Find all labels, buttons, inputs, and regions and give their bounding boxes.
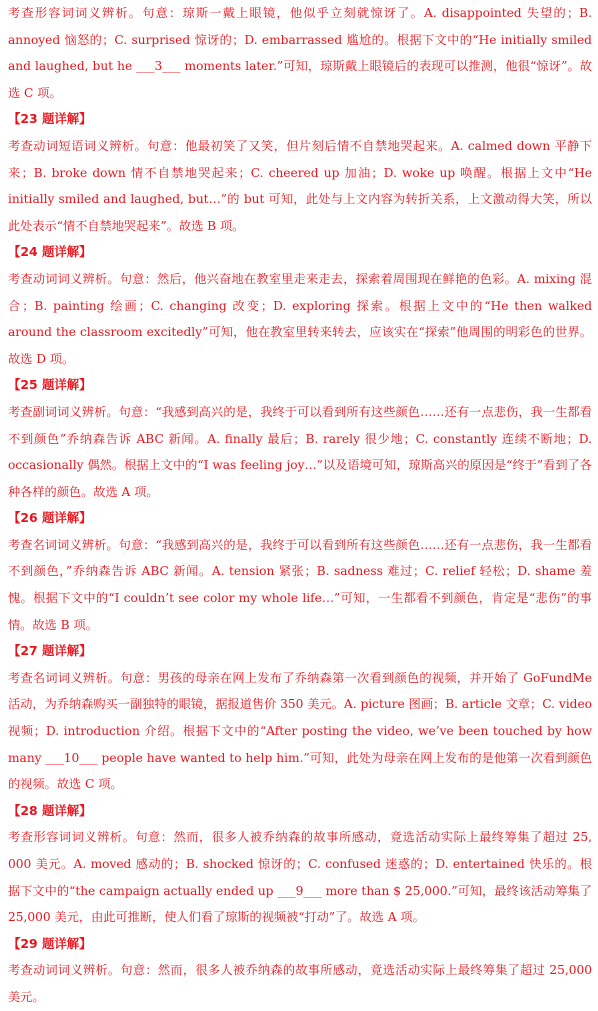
heading-29: 【29 题详解】: [8, 935, 92, 951]
heading-25: 【25 题详解】: [8, 377, 92, 393]
explanation-27: 考查名词词义辨析。句意：男孩的母亲在网上发布了乔纳森第一次看到颜色的视频，并开始了 GoFundMe 活动，为乔纳森购买一副独特的眼镜，据报道售价 350 美元。A. picture 图画；B. article 文章；C. video 视频；D. introduction 介绍。根据下文中的“After posting the video, we’ve been touched by how many ___10___ people have wanted to help him.”可知，此处为母亲在网上发布的是他第一次看到颜色的视频。故选 C 项。: [8, 670, 592, 792]
heading-28: 【28 题详解】: [8, 802, 92, 818]
heading-27: 【27 题详解】: [8, 643, 92, 659]
explanation-26: 考查名词词义辨析。句意：“我感到高兴的是，我终于可以看到所有这些颜色……还有一点悲伤，我一生都看不到颜色，”乔纳森告诉 ABC 新闻。A. tension 紧张；B. sadness 难过；C. relief 轻松；D. shame 羞愧。根据下文中的“I couldn’t see color my whole life…”可知，一生都看不到颜色，肯定是“悲伤”的事情。故选 B 项。: [8, 537, 592, 632]
explanation-25: 考查副词词义辨析。句意：“我感到高兴的是，我终于可以看到所有这些颜色……还有一点悲伤，我一生都看不到颜色”乔纳森告诉 ABC 新闻。A. finally 最后；B. rarely 很少地；C. constantly 连续不断地；D. occasionally 偶然。根据上文中的“I was feeling joy…”以及语境可知，琼斯高兴的原因是“终于”看到了各种各样的颜色。故选 A 项。: [8, 404, 592, 499]
heading-24: 【24 题详解】: [8, 244, 92, 260]
explanation-22: 考查形容词词义辨析。句意：琼斯一戴上眼镜，他似乎立刻就惊讶了。A. disappointed 失望的；B. annoyed 恼怒的；C. surprised 惊讶的；D. embarrassed 尴尬的。根据下文中的“He initially smiled and laughed, but he ___3___ moments later.”可知，琼斯戴上眼镜后的表现可以推测，他很“惊讶”。故选 C 项。: [8, 6, 592, 100]
explanation-28: 考查形容词词义辨析。句意：然而，很多人被乔纳森的故事所感动，竟选活动实际上最终筹集了超过 25, 000 美元。A. moved 感动的；B. shocked 惊讶的；C. confused 迷惑的；D. entertained 快乐的。根据下文中的“the campaign actually ended up ___9___ more than $ 25,000.”可知，最终该活动筹集了 25,000 美元，由此可推断，使人们看了琼斯的视频被“打动”了。故选 A 项。: [8, 830, 592, 925]
heading-26: 【26 题详解】: [8, 510, 92, 526]
explanation-29: 考查动词词义辨析。句意：然而，很多人被乔纳森的故事所感动，竟选活动实际上最终筹集了超过 25,000 美元。: [8, 963, 592, 1004]
explanation-23: 考查动词短语词义辨析。句意：他最初笑了又笑，但片刻后情不自禁地哭起来。A. calmed down 平静下来；B. broke down 情不自禁地哭起来；C. cheered up 加油；D. woke up 唤醒。根据上文中“He initially smiled and laughed, but…”的 but 可知，此处与上文内容为转折关系，上文激动得大笑，所以此处表示“情不自禁地哭起来”。故选 B 项。: [8, 138, 592, 233]
explanation-24: 考查动词词义辨析。句意：然后，他兴奋地在教室里走来走去，探索着周围现在鲜艳的色彩。A. mixing 混合；B. painting 绘画；C. changing 改变；D. exploring 探索。根据上文中的“He then walked around the classroom excitedly”可知，他在教室里转来转去，应该实在“探索”他周围的明彩色的世界。故选 D 项。: [8, 271, 592, 366]
heading-23: 【23 题详解】: [8, 111, 92, 127]
